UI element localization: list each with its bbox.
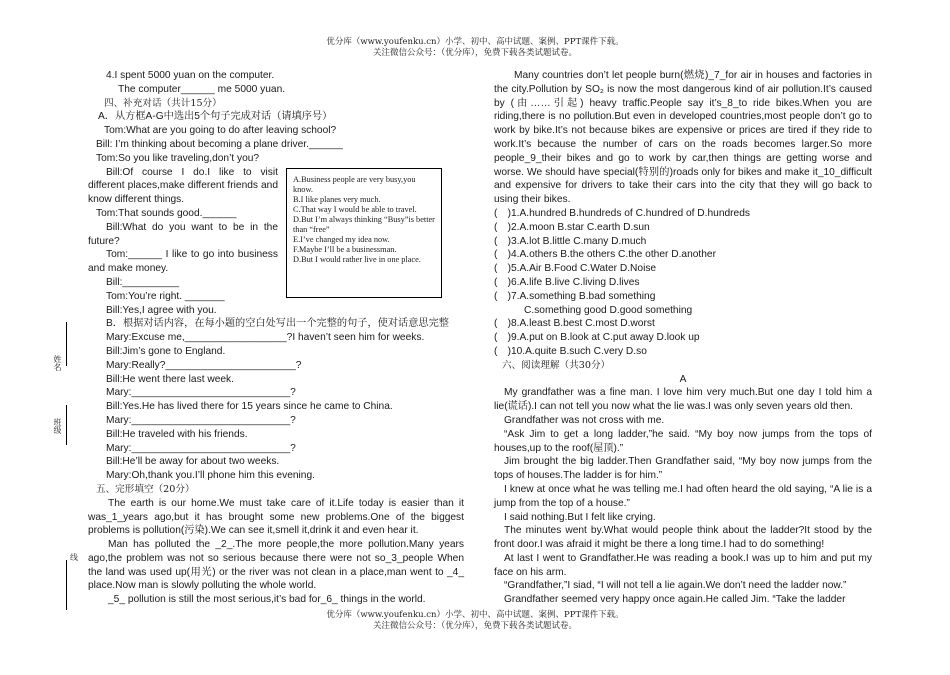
dialog-line: Bill:He traveled with his friends. xyxy=(106,428,248,440)
dialog-line: Bill:Yes.He has lived there for 15 years since he came to China. xyxy=(106,401,393,413)
section-6-title: 六、阅读理解（共30分） xyxy=(502,359,611,371)
option-item: F.Maybe I’ll be a businessman. xyxy=(293,245,397,254)
seal-label: 线 xyxy=(70,553,78,562)
part-a-instruction: A．从方框A-G中选出5个句子完成对话（请填序号） xyxy=(98,111,333,123)
header-line-1: 优分库（www.youfenku.cn）小学、初中、高中试题、案例、PPT课件下载。 xyxy=(326,37,624,47)
dialog-line: Bill:Yes,I agree with you. xyxy=(106,304,217,316)
dialog-line: Tom:You’re right. _______ xyxy=(106,290,225,302)
reading-paragraph: Jim brought the big ladder.Then Grandfather said, “My boy now jumps from the tops of houses.The ladder is for him.” xyxy=(494,456,872,482)
reading-paragraph: “Grandfather,”I siad, “I will not tell a lie again.We don’t need the ladder now.” xyxy=(504,580,847,592)
q4-sentence: 4.I spent 5000 yuan on the computer. xyxy=(106,70,275,81)
option-line: ( )8.A.least B.best C.most D.worst xyxy=(494,318,655,330)
passage-a-title: A xyxy=(679,373,687,385)
part-b-instruction: B．根据对话内容，在每小题的空白处写出一个完整的句子，使对话意思完整 xyxy=(106,318,449,330)
q4-rewrite: The computer______ me 5000 yuan. xyxy=(118,83,286,95)
option-item: A.Business people are very busy,you know. xyxy=(293,175,416,194)
option-item: E.I’ve changed my idea now. xyxy=(293,235,390,244)
option-item: D.But I would rather live in one place. xyxy=(293,255,421,264)
reading-paragraph: “Ask Jim to get a long ladder,”he said. “My boy now jumps from the tops of houses,up to the roof(屋顶).” xyxy=(494,428,872,454)
dialog-line: Mary:Really?_______________________? xyxy=(106,359,302,371)
class-underline xyxy=(66,405,67,445)
option-line: ( )3.A.lot B.little C.many D.much xyxy=(494,235,647,247)
name-label: 姓名 xyxy=(53,355,62,371)
class-label: 班级 xyxy=(53,418,62,434)
dialog-line: Mary:____________________________? xyxy=(106,414,296,426)
dialog-line: Tom:So you like traveling,don’t you? xyxy=(96,152,260,164)
option-line: C.something good D.good something xyxy=(524,304,693,316)
header-line-2: 关注微信公众号：（优分库），免费下载各类试题试卷。 xyxy=(372,48,577,58)
dialog-line: Mary:Oh,thank you.I’ll phone him this evening. xyxy=(106,470,315,482)
seal-line xyxy=(66,560,67,610)
section-5-title: 五、完形填空（20分） xyxy=(96,483,195,495)
dialog-line: Mary:____________________________? xyxy=(106,387,296,399)
dialog-line: Bill:He went there last week. xyxy=(106,373,234,385)
options-box xyxy=(286,168,442,298)
dialog-line: Tom:What are you going to do after leaving school? xyxy=(104,125,337,137)
dialog-line: Bill:What do you want to be in the future? xyxy=(88,221,278,247)
reading-paragraph: The minutes went by.What would people think about the ladder?It stood by the front door.I was afraid it might be there a long time.I had to do something! xyxy=(494,525,872,551)
page-footer xyxy=(0,610,950,632)
option-line: ( )9.A.put on B.look at C.put away D.look up xyxy=(494,332,700,344)
option-line: ( )10.A.quite B.such C.very D.so xyxy=(494,345,647,357)
cloze-paragraph-1: The earth is our home.We must take care of it.Life today is easier than it was_1_years ago,but it has brought some new problems.One of the biggest problems is pollution(污染).We can see it,smell it,drink it and even hear it. xyxy=(88,497,464,537)
option-line: ( )5.A.Air B.Food C.Water D.Noise xyxy=(494,263,657,275)
reading-paragraph: My grandfather was a fine man. I love him very much.But one day I told him a lie(谎话).I can not tell you now what the lie was.I was only seven years old then. xyxy=(494,387,872,413)
right-column xyxy=(494,69,872,607)
option-item: D.But I’m always thinking “Busy”is better than “free” xyxy=(293,215,435,234)
cloze-paragraph-3: _5_ pollution is still the most serious,it’s bad for_6_ things in the world. xyxy=(108,594,426,606)
section-4-title: 四、补充对话（共计15分） xyxy=(104,97,222,109)
dialog-line: Tom:That sounds good.______ xyxy=(96,207,237,219)
dialog-line: Tom:______ I like to go into business and make money. xyxy=(88,249,278,275)
cloze-paragraph-2: Man has polluted the _2_.The more people,the more pollution.Many years ago,the problem was not so serious because there were not so_3_people When the land was used up(用光) or the river was not clean in a place,man went to _4_ place.Now man is slowly polluting the whole world. xyxy=(88,539,464,592)
dialog-line: Mary:Excuse me,__________________?I haven’t seen him for weeks. xyxy=(106,332,425,344)
cloze-paragraph-4: Many countries don’t let people burn(燃烧)_7_for air in houses and factories in the city.Pollution by SO₂ is now the most dangerous kind of air pollution.It’s caused by (由……引起) heavy traffic.People say it’s_8_to ride bikes.When you are riding,there is no pollution.But even in developed countries,most people don’t go to work by bike.It’s not because bikes are expensive or prices are tired if they ride to work.It’s because the number of cars on the roads becomes larger.So more people_9_their bikes and go to work by car,then things are getting worse and worse. We should have special(特别的)roads only for bikes and make it_10_difficult and expensive for drivers to take their cars into the city that they will go back to using their bikes. xyxy=(494,70,872,206)
name-underline xyxy=(66,322,67,366)
dialog-line: Bill:Jim’s gone to England. xyxy=(106,345,226,357)
left-column xyxy=(88,69,464,607)
reading-paragraph: At last I went to Grandfather.He was reading a book.I was up to him and put my face on his arm. xyxy=(494,552,872,578)
reading-paragraph: I said nothing.But I felt like crying. xyxy=(504,511,656,523)
option-item: C.That way I would be able to travel. xyxy=(293,205,417,214)
dialog-line: Bill:He’ll be away for about two weeks. xyxy=(106,456,280,468)
footer-line-1: 优分库（www.youfenku.cn）小学、初中、高中试题、案例、PPT课件下载。 xyxy=(326,610,624,620)
reading-paragraph: I knew at once what he was telling me.I had often heard the old saying, “A lie is a jump from the top of a house.” xyxy=(494,483,872,509)
option-item: B.I like planes very much. xyxy=(293,195,381,204)
dialog-line: Mary:____________________________? xyxy=(106,442,296,454)
dialog-line: Bill: I’m thinking about becoming a plane driver.______ xyxy=(96,138,343,150)
option-line: ( )4.A.others B.the others C.the other D.another xyxy=(494,249,716,261)
option-line: ( )7.A.something B.bad something xyxy=(494,290,656,302)
reading-paragraph: Grandfather seemed very happy once again.He called Jim. “Take the ladder xyxy=(504,594,846,606)
option-line: ( )1.A.hundred B.hundreds of C.hundred of D.hundreds xyxy=(494,207,750,219)
reading-paragraph: Grandfather was not cross with me. xyxy=(504,414,665,426)
footer-line-2: 关注微信公众号：（优分库），免费下载各类试题试卷。 xyxy=(372,621,577,631)
page-header xyxy=(0,37,950,59)
option-line: ( )6.A.life B.live C.living D.lives xyxy=(494,276,640,288)
dialog-line: Bill:Of course I do.I like to visit different places,make different friends and know different things. xyxy=(88,166,278,206)
option-line: ( )2.A.moon B.star C.earth D.sun xyxy=(494,221,650,233)
dialog-line: Bill:__________ xyxy=(106,276,180,288)
